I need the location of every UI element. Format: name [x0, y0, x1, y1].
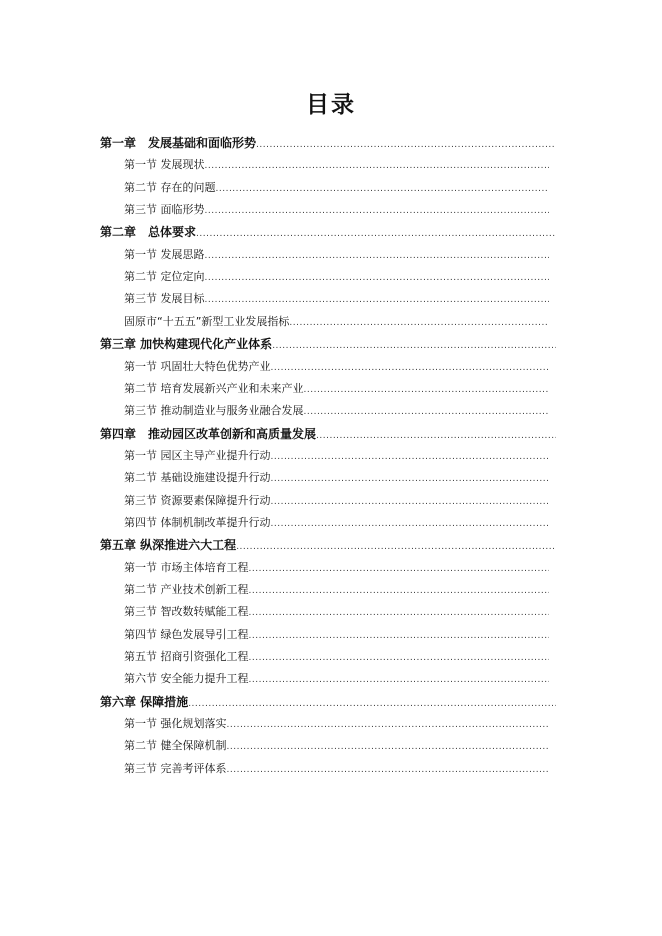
- toc-dot-leader: [227, 715, 550, 734]
- toc-dot-leader: [227, 737, 550, 756]
- toc-entry-label: 第三节 推动制造业与服务业融合发展: [124, 404, 304, 418]
- toc-chapter-entry: [100, 334, 556, 354]
- toc-entry-label: 固原市“十五五”新型工业发展指标: [124, 314, 290, 328]
- toc-dot-leader: [227, 760, 550, 779]
- toc-dot-leader: [316, 426, 556, 444]
- toc-dot-leader: [205, 290, 550, 309]
- toc-dot-leader: [271, 447, 550, 466]
- toc-section-entry: [124, 513, 549, 533]
- toc-section-entry: [124, 379, 549, 399]
- toc-entry-label: 第六节 安全能力提升工程: [124, 672, 249, 686]
- toc-chapter-entry: [100, 222, 556, 242]
- toc-section-entry: [124, 312, 549, 332]
- toc-entry-label: 第一节 强化规划落实: [124, 717, 227, 731]
- toc-chapter-entry: [100, 535, 556, 555]
- toc-dot-leader: [271, 514, 550, 533]
- toc-dot-leader: [271, 469, 550, 488]
- toc-dot-leader: [272, 336, 556, 354]
- toc-dot-leader: [216, 179, 550, 198]
- toc-entry-label: 第五节 招商引资强化工程: [124, 650, 249, 664]
- toc-entry-label: 第一节 发展现状: [124, 158, 205, 172]
- toc-section-entry: [124, 558, 549, 578]
- toc-entry-label: 第一节 园区主导产业提升行动: [124, 448, 271, 462]
- toc-title: 目录: [306, 92, 356, 118]
- toc-section-entry: [124, 267, 549, 287]
- toc-entry-label: 第三节 资源要素保障提升行动: [124, 493, 271, 507]
- toc-dot-leader: [289, 313, 549, 332]
- toc-entry-label: 第三节 智改数转赋能工程: [124, 605, 249, 619]
- toc-entry-label: 第二节 培育发展新兴产业和未来产业: [124, 381, 304, 395]
- toc-section-entry: [124, 647, 549, 667]
- toc-entry-label: 第三节 完善考评体系: [124, 761, 227, 775]
- toc-section-entry: [124, 714, 549, 734]
- toc-dot-leader: [249, 626, 550, 645]
- toc-chapter-entry: [100, 424, 556, 444]
- toc-entry-label: 第二章 总体要求: [100, 225, 197, 240]
- toc-dot-leader: [205, 156, 550, 175]
- toc-entry-label: 第五章 纵深推进六大工程: [100, 538, 237, 553]
- toc-dot-leader: [205, 268, 550, 287]
- toc-entry-label: 第四章 推动园区改革创新和高质量发展: [100, 426, 317, 441]
- toc-dot-leader: [236, 537, 556, 555]
- toc-dot-leader: [249, 559, 550, 578]
- toc-dot-leader: [271, 492, 550, 511]
- toc-section-entry: [124, 178, 549, 198]
- toc-chapter-entry: [100, 692, 556, 712]
- toc-chapter-entry: [100, 133, 556, 153]
- toc-dot-leader: [304, 402, 550, 421]
- toc-section-entry: [124, 602, 549, 622]
- toc-section-entry: [124, 491, 549, 511]
- toc-section-entry: [124, 446, 549, 466]
- toc-section-entry: [124, 759, 549, 779]
- toc-dot-leader: [249, 581, 550, 600]
- toc-dot-leader: [271, 358, 550, 377]
- toc-dot-leader: [256, 135, 556, 153]
- toc-section-entry: [124, 200, 549, 220]
- toc-entry-label: 第三章 加快构建现代化产业体系: [100, 337, 273, 352]
- toc-dot-leader: [196, 224, 556, 242]
- toc-entry-label: 第二节 存在的问题: [124, 180, 216, 194]
- toc-entry-label: 第二节 健全保障机制: [124, 739, 227, 753]
- toc-entry-label: 第三节 面临形势: [124, 203, 205, 217]
- toc-dot-leader: [249, 603, 550, 622]
- toc-entry-label: 第一节 巩固壮大特色优势产业: [124, 359, 271, 373]
- toc-entry-label: 第二节 基础设施建设提升行动: [124, 471, 271, 485]
- toc-section-entry: [124, 625, 549, 645]
- toc-section-entry: [124, 736, 549, 756]
- toc-entry-label: 第一节 发展思路: [124, 247, 205, 261]
- toc-section-entry: [124, 468, 549, 488]
- toc-entry-label: 第四节 绿色发展导引工程: [124, 627, 249, 641]
- toc-entry-label: 第四节 体制机制改革提升行动: [124, 515, 271, 529]
- toc-dot-leader: [205, 201, 550, 220]
- toc-dot-leader: [205, 246, 550, 265]
- toc-dot-leader: [249, 648, 550, 667]
- toc-section-entry: [124, 669, 549, 689]
- toc-entry-label: 第六章 保障措施: [100, 694, 189, 709]
- toc-entry-label: 第一章 发展基础和面临形势: [100, 136, 257, 150]
- toc-section-entry: [124, 580, 549, 600]
- toc-section-entry: [124, 357, 549, 377]
- toc-section-entry: [124, 245, 549, 265]
- toc-section-entry: [124, 155, 549, 175]
- toc-section-entry: [124, 289, 549, 309]
- toc-entry-label: 第二节 产业技术创新工程: [124, 583, 249, 596]
- toc-dot-leader: [188, 694, 556, 712]
- toc-dot-leader: [249, 670, 550, 689]
- toc-dot-leader: [304, 380, 550, 399]
- toc-entry-label: 第二节 定位定向: [124, 270, 205, 284]
- toc-entry-label: 第一节 市场主体培育工程: [124, 560, 249, 574]
- toc-entry-label: 第三节 发展目标: [124, 292, 205, 306]
- toc-section-entry: [124, 401, 549, 421]
